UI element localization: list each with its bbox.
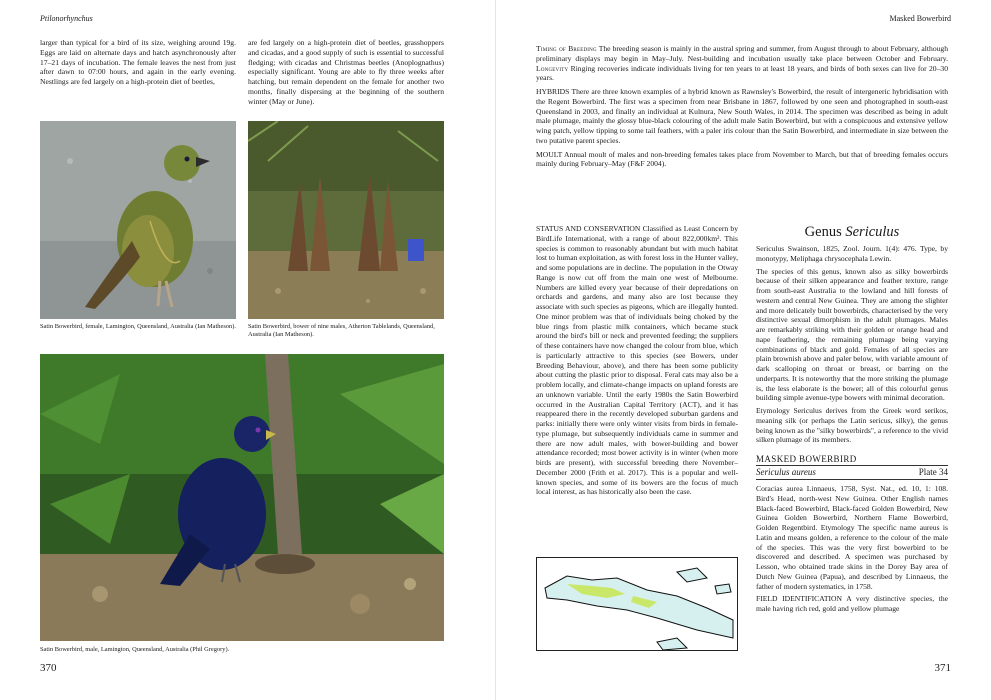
running-head-left: Ptilonorhynchus	[40, 14, 93, 23]
folio-right: 371	[934, 662, 951, 674]
status-paragraph	[536, 224, 738, 497]
caption-male: Satin Bowerbird, male, Lamington, Queensland, Australia (Phil Gregory).	[40, 646, 230, 653]
left-page	[0, 0, 495, 700]
right-page	[496, 0, 991, 700]
folio-left: 370	[40, 662, 57, 674]
status-label: STATUS AND CONSERVATION	[536, 224, 641, 233]
status-text: Classified as Least Concern by BirdLife International, with a range of about 822,000km². This species is common to reasonably abundant but with much habitat lost to human exploitation, as with forest loss in the Hunter valley, and some populations are in decline. The population in the Otway Range is now cut off from the main one west of Melbourne. Numbers are killed every year because of their depredations on orchards and gardens, and many also are lost because they associate with such species as pigeons, which are illegally hunted. One minor problem was that of individuals being choked by the blue rings from plastic milk containers, which became stuck around the bird's bill or neck and prevented feeding; the suppliers of these containers have now changed the colour from blue, which is particularly attractive to this species (see Bowers, under Breeding Behaviour, above), and there has been some publicity about cutting the plastic prior to disposal. Feral cats may also be a problem locally, and climate-change impacts on upland forests are an unknown variable. Until the early 1980s the Satin Bowerbird occurred in the Australian Capital Territory (ACT), and it has reappeared there in the recently developed suburban gardens and parks: initially there were only winter visits from birds in female-type plumage, but subsequently individuals came in summer and there are now adult males, with bower-building and bower attendance recorded; most bower activity is in winter (when more birds are present), with successful breeding there November–December 2000 (Frith et al. 2017). This is a popular and well-known species, and some of its bowers are the focus of much local interest, as has historically also been the case.	[536, 224, 738, 497]
left-col2-paragraph: are fed largely on a high-protein diet of beetles, grasshoppers and cicadas, and a good supply of such is essential to successful fledging; with cicadas and Christmas beetles (Anoplognathus) especially significant. Young are able to fly three weeks after hatching, but remain dependent on the female for another two months, finally dispersing at the beginning of the southern winter (May or June).	[248, 38, 444, 106]
photo-female-bowerbird	[40, 121, 236, 319]
field-id-text: A very distinctive species, the male having rich red, gold and yellow plumage	[756, 594, 948, 613]
moult-paragraph	[536, 150, 948, 170]
running-head-right: Masked Bowerbird	[889, 14, 951, 23]
genus-citation: Sericulus Swainson, 1825, Zool. Journ. 1(4): 476. Type, by monotypy, Meliphaga chrysocephala Lewin.	[756, 244, 948, 263]
species-rule-bottom	[756, 479, 948, 480]
photo-male-bowerbird	[40, 354, 444, 641]
species-common-name: MASKED BOWERBIRD	[756, 454, 857, 464]
timing-label: Timing of Breeding	[536, 44, 597, 53]
hybrids-label: HYBRIDS	[536, 87, 570, 96]
left-column-2-text	[248, 38, 444, 122]
range-map	[536, 557, 738, 651]
species-column	[756, 484, 948, 654]
species-latin-name: Sericulus aureus	[756, 467, 816, 477]
longevity-label: Longevity	[536, 63, 569, 73]
species-text: Coracias aurea Linnaeus, 1758, Syst. Nat., ed. 10, 1: 108. Bird's Head, north-west New Guinea. Other English names Black-faced Bowerbird, Black-faced Golden Bowerbird, New Guinea Golden Bowerbird, Northern Flame Bowerbird, Golden Regentbird. Etymology The specific name aureus is Latin and means golden, a reference to the colour of the male of the species. This was the very first bowerbird to be discovered and described. A specimen was purchased by Lesson, who obtained trade skins in the Dorey Bay area of Dutch New Guinea (Papua), and described by Linnaeus, the father of modern systematics, in 1758.	[756, 484, 948, 591]
field-id-label: FIELD IDENTIFICATION	[756, 594, 843, 604]
left-column-1-text	[40, 38, 236, 122]
range-map-graphic	[537, 558, 738, 651]
photo-bower	[248, 121, 444, 319]
longevity-text: Ringing recoveries indicate individuals living for ten years to at least 18 years, and birds of both sexes can live for 20–30 years.	[536, 63, 948, 83]
genus-etymology: Etymology Sericulus derives from the Greek word serikos, meaning silk (or perhaps the Latin sericus, silky), the genus being known as the "silky bowerbirds", a reference to the vivid silken plumage of its members.	[756, 406, 948, 445]
status-column	[536, 224, 738, 552]
hybrids-paragraph	[536, 87, 948, 146]
genus-description: The species of this genus, known also as silky bowerbirds because of their silken appearance and feather texture, range from south-east Australia to the lowland and hill forests of western and central New Guinea. They are among the slighter and more delicately built bowerbirds, characterised by the very distinctive sexual dimorphism in the adult plumages. Males are remarkably striking with their golden or orange head and nape feathering, the remaining plumage being varying combinations of black and gold. Females of all species are plain brownish above and paler below, with variable amount of dark scalloping on throat or breast, or barring on the underparts. It is noteworthy that the more striking the plumage is, the less elaborate is the bower; all of this colourful genus building simple avenue-type bowers with minimal decoration.	[756, 266, 948, 403]
field-id-paragraph	[756, 594, 948, 614]
caption-bower: Satin Bowerbird, bower of nine males, Atherton Tablelands, Queensland, Australia (Ian Matheson).	[248, 323, 435, 339]
species-rule-top	[756, 465, 948, 466]
plate-reference: Plate 34	[918, 467, 948, 477]
genus-heading	[756, 224, 948, 241]
moult-text: Annual moult of males and non-breeding females takes place from November to March, but that of breeding females occurs mainly during February–May (F&F 2004).	[536, 149, 948, 169]
genus-column	[756, 244, 948, 453]
caption-female: Satin Bowerbird, female, Lamington, Queensland, Australia (Ian Matheson).	[40, 323, 236, 330]
genus-name: Sericulus	[845, 224, 900, 240]
timing-paragraph	[536, 44, 948, 83]
right-top-block	[536, 44, 948, 194]
left-col1-paragraph: larger than typical for a bird of its size, weighing around 19g. Eggs are laid on alternate days and hatch asynchronously after 17–21 days of incubation. The female leaves the nest from just after dawn to 07:00 hours, and again in the early evening. Nestlings are fed largely on a high-protein diet of beetles,	[40, 38, 236, 86]
timing-text: The breeding season is mainly in the austral spring and summer, from August through to about February, although preliminary displays may begin in May–July. Nest-building and incubation usually take place between October and February.	[536, 44, 948, 63]
genus-prefix: Genus	[804, 224, 842, 240]
moult-label: MOULT	[536, 149, 563, 159]
hybrids-text: There are three known examples of a hybrid known as Rawnsley's Bowerbird, the result of intergeneric hybridisation with the Regent Bowerbird. The first was a specimen from near Brisbane in 1867, followed by one seen and photographed in south-east Queensland in 2003, and finally an individual at Kulnura, New South Wales, in 2014. The specimen was described as being in adult male plumage, mainly the glossy blue-black colouring of the adult male Satin Bowerbird, but with a conspicuous and extensive yellow wing patch, yellow tipping to some tail feathers, with a paler iris colour than the Satin Bowerbird, and intermediate in size between the two putative parent species.	[536, 87, 948, 145]
